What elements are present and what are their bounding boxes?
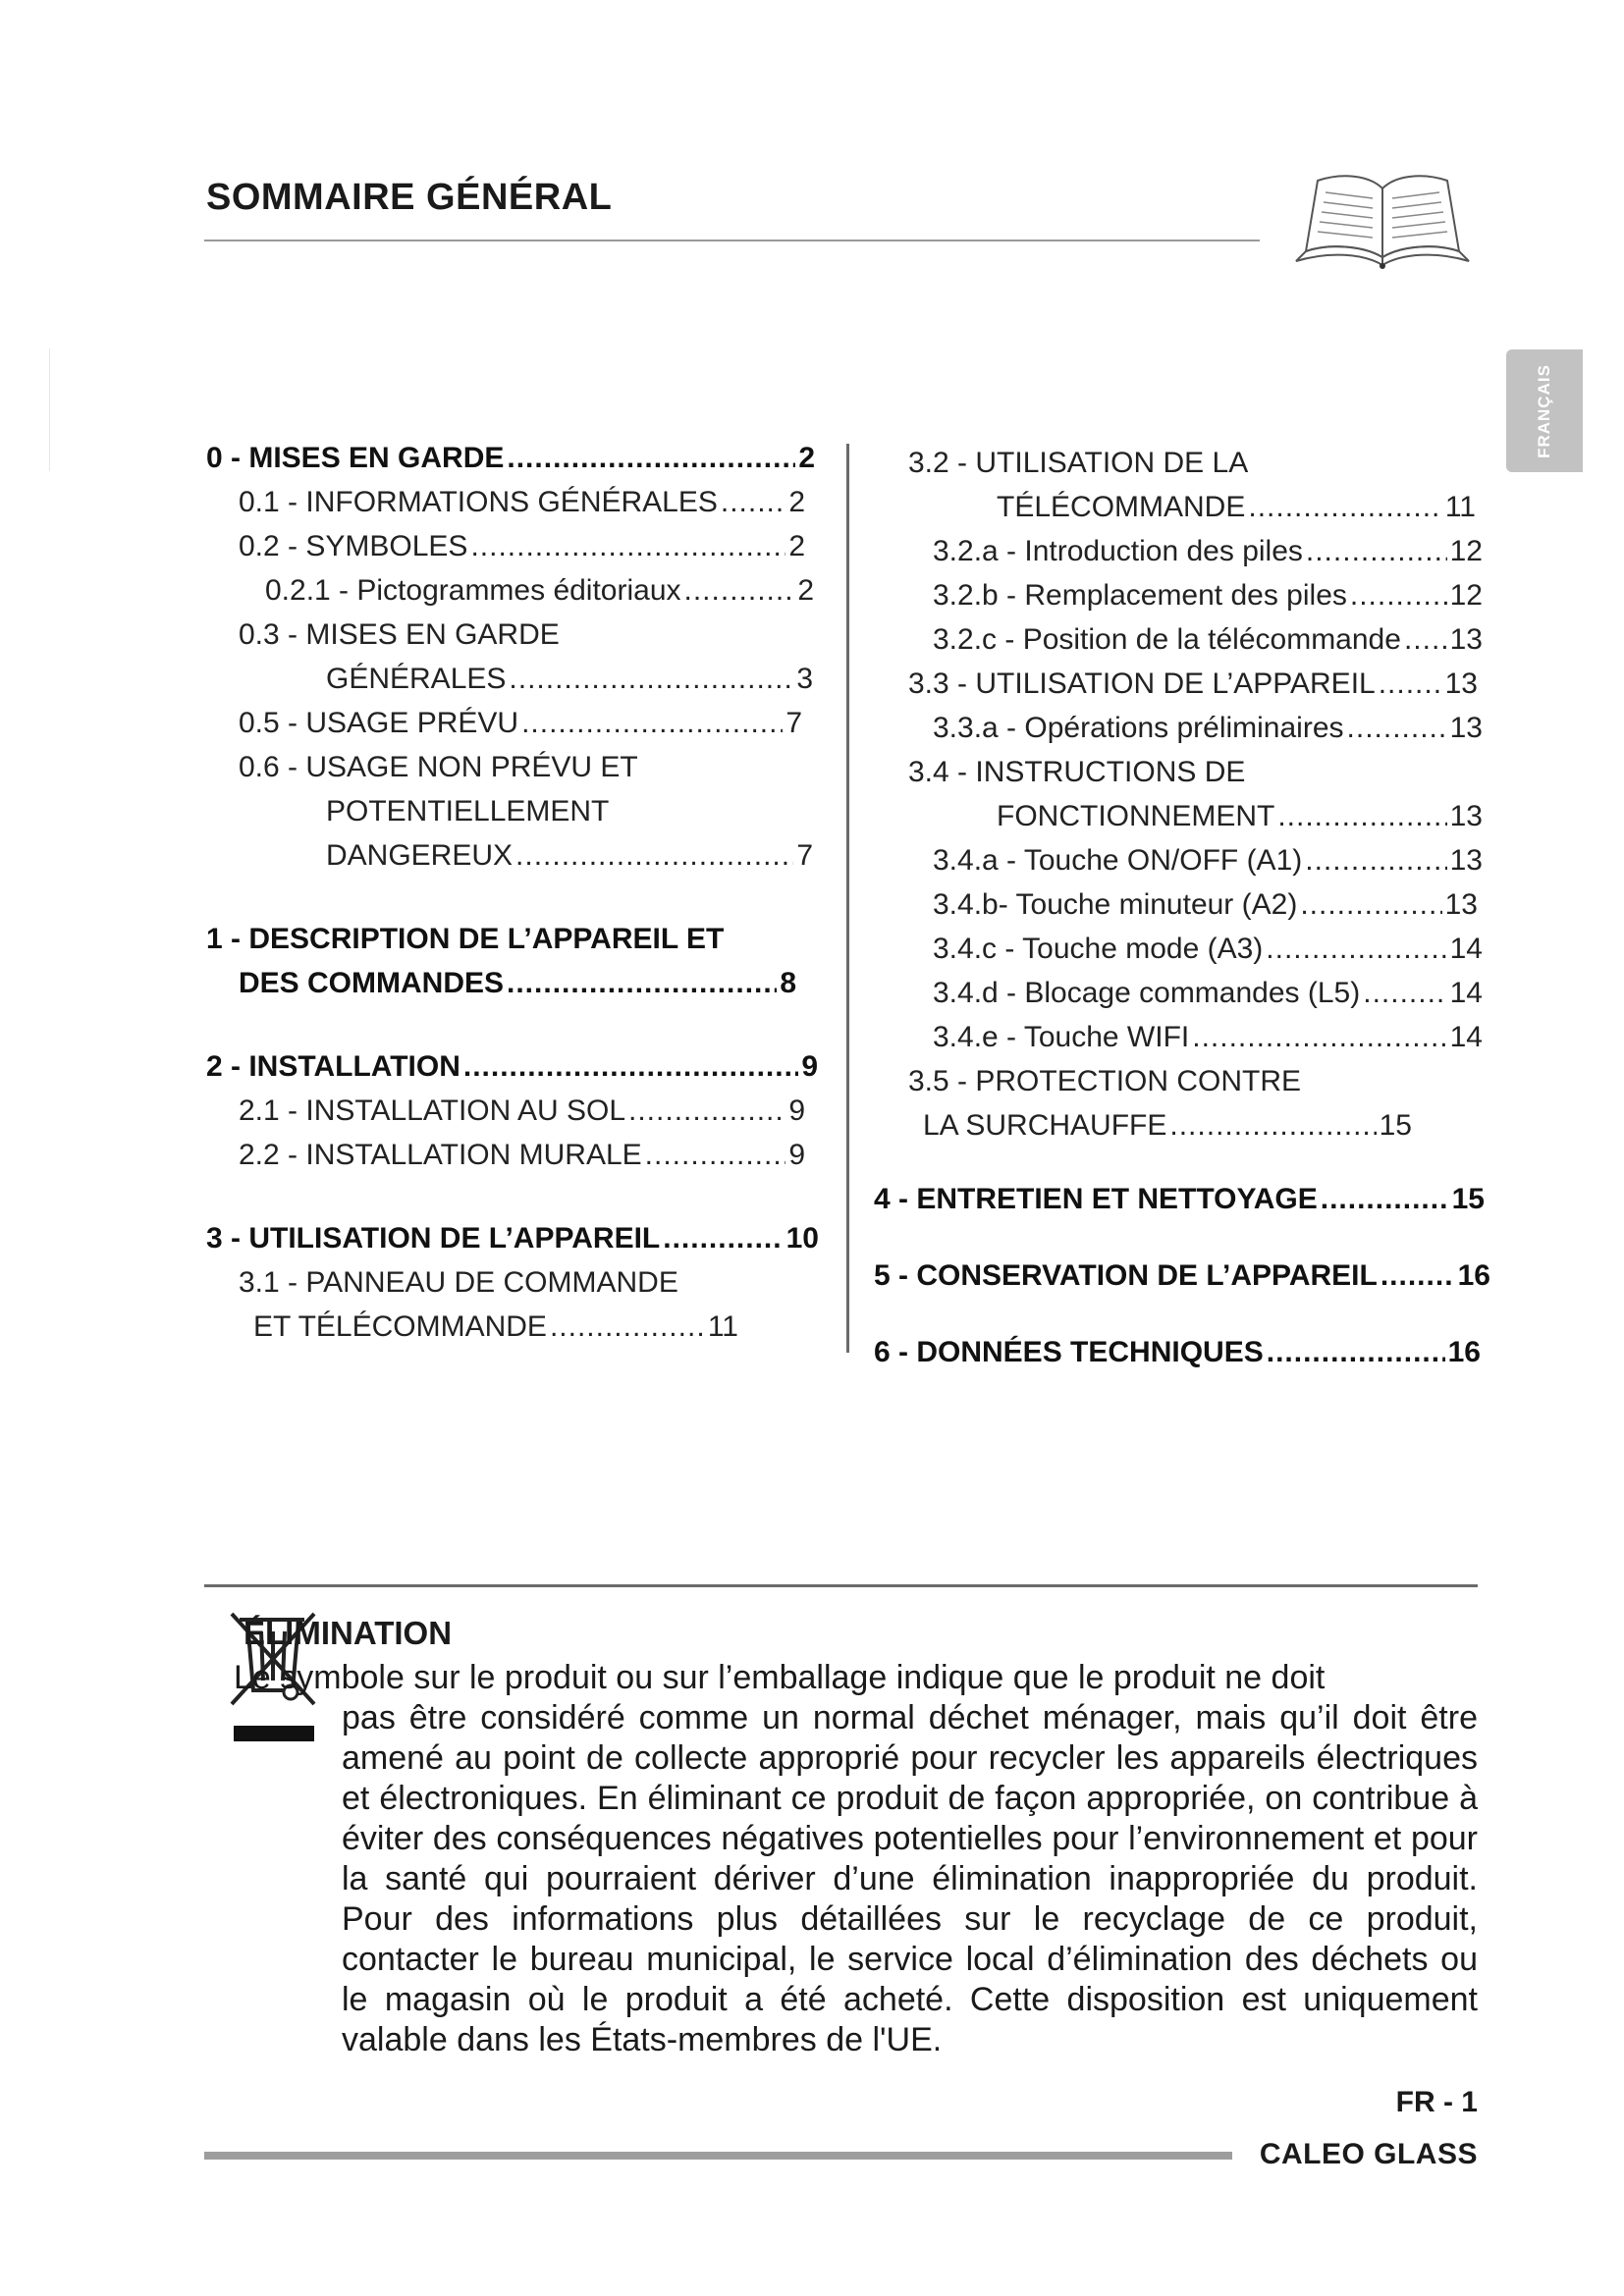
toc-entry-page: 3 [796, 663, 813, 695]
toc-dot-leader [645, 1136, 786, 1175]
toc-right-entry [933, 1018, 1483, 1057]
toc-dot-leader [521, 704, 783, 743]
toc-dot-leader [550, 1308, 705, 1347]
toc-left-entry [239, 748, 638, 787]
toc-dot-leader [470, 527, 785, 566]
toc-dot-leader [1380, 1256, 1455, 1296]
toc-dot-leader [1404, 620, 1447, 660]
toc-entry-title: 3.3.a - Opérations préliminaires [933, 712, 1344, 744]
toc-entry-page: 2 [797, 574, 814, 607]
toc-entry-title: 0.5 - USAGE PRÉVU [239, 707, 519, 739]
toc-right-entry [997, 488, 1476, 527]
toc-entry-page: 11 [707, 1310, 738, 1343]
elimination-divider [204, 1584, 1478, 1587]
toc-entry-title: 3.4.d - Blocage commandes (L5) [933, 977, 1361, 1009]
toc-right-entry [923, 1106, 1412, 1146]
toc-entry-title: 3.2 - UTILISATION DE LA [908, 447, 1249, 479]
toc-entry-page: 14 [1449, 933, 1483, 965]
toc-dot-leader [663, 1219, 783, 1258]
toc-dot-leader [721, 483, 785, 522]
toc-entry-title: 3.4 - INSTRUCTIONS DE [908, 756, 1246, 788]
elimination-title: ÉLIMINATION [244, 1615, 453, 1651]
toc-entry-title: 3.2.b - Remplacement des piles [933, 579, 1347, 612]
toc-dot-leader [1277, 797, 1446, 836]
toc-entry-page: 10 [785, 1222, 819, 1255]
toc-left-entry [265, 571, 814, 611]
toc-entry-title: 0.3 - MISES EN GARDE [239, 618, 560, 651]
toc-entry-title: DES COMMANDES [239, 967, 505, 999]
toc-right-entry [908, 753, 1245, 792]
open-book-icon [1284, 167, 1481, 271]
toc-left-entry [239, 483, 805, 522]
toc-entry-title: TÉLÉCOMMANDE [997, 491, 1246, 523]
toc-entry-page: 14 [1449, 1021, 1483, 1053]
toc-entry-page: 15 [1379, 1109, 1412, 1142]
toc-entry-title: 3.5 - PROTECTION CONTRE [908, 1065, 1302, 1097]
toc-right-entry [908, 444, 1248, 483]
toc-right-entry [933, 576, 1483, 615]
toc-dot-leader [463, 1047, 798, 1087]
toc-entry-page: 13 [1449, 800, 1483, 832]
elimination-text-first-line: Le symbole sur le produit ou sur l’emballage indique que le produit ne doit [234, 1659, 1326, 1696]
toc-left-entry [326, 836, 813, 876]
toc-right-entry [874, 1180, 1485, 1219]
toc-entry-title: 3.1 - PANNEAU DE COMMANDE [239, 1266, 678, 1299]
toc-entry-page: 9 [801, 1050, 818, 1083]
toc-dot-leader [1379, 665, 1442, 704]
toc-dot-leader [684, 571, 795, 611]
toc-entry-title: DANGEREUX [326, 839, 514, 872]
toc-entry-page: 14 [1449, 977, 1483, 1009]
toc-entry-title: FONCTIONNEMENT [997, 800, 1275, 832]
toc-entry-title: 3.4.e - Touche WIFI [933, 1021, 1190, 1053]
toc-entry-title: 6 - DONNÉES TECHNIQUES [874, 1336, 1264, 1368]
toc-entry-page: 8 [780, 967, 796, 999]
toc-entry-title: ET TÉLÉCOMMANDE [253, 1310, 547, 1343]
toc-entry-title: 3.2.a - Introduction des piles [933, 535, 1303, 567]
toc-entry-title: 0 - MISES EN GARDE [206, 442, 505, 474]
title-divider [204, 240, 1260, 241]
toc-dot-leader [1300, 885, 1441, 925]
toc-dot-leader [515, 836, 793, 876]
language-tab [1506, 349, 1583, 472]
toc-left-entry [239, 1092, 805, 1131]
toc-left-entry [206, 439, 815, 478]
toc-entry-page: 11 [1444, 491, 1476, 523]
toc-dot-leader [1169, 1106, 1376, 1146]
toc-dot-leader [1305, 841, 1446, 881]
toc-dot-leader [1321, 1180, 1449, 1219]
toc-entry-title: 0.2 - SYMBOLES [239, 530, 468, 562]
toc-entry-title: 3.4.b- Touche minuteur (A2) [933, 888, 1298, 921]
toc-entry-page: 12 [1449, 535, 1483, 567]
toc-entry-title: 0.6 - USAGE NON PRÉVU ET [239, 751, 638, 783]
toc-dot-leader [1350, 576, 1447, 615]
toc-entry-title: 2.1 - INSTALLATION AU SOL [239, 1095, 626, 1127]
footer-divider [204, 2152, 1232, 2160]
toc-left-entry [206, 1219, 819, 1258]
toc-entry-page: 13 [1444, 667, 1478, 700]
toc-left-entry [326, 660, 813, 699]
toc-entry-page: 13 [1449, 844, 1483, 877]
toc-entry-page: 2 [788, 486, 805, 518]
toc-dot-leader [507, 439, 795, 478]
toc-dot-leader [1248, 488, 1441, 527]
toc-entry-title: 1 - DESCRIPTION DE L’APPAREIL ET [206, 923, 725, 955]
toc-dot-leader [1306, 532, 1447, 571]
toc-column-divider [846, 444, 849, 1353]
toc-entry-title: 3 - UTILISATION DE L’APPAREIL [206, 1222, 661, 1255]
toc-entry-page: 9 [788, 1139, 805, 1171]
elimination-text: pas être considéré comme un normal déchet ménager, mais qu’il doit être amené au point de collecte approprié pour recycler les appareils électriques et électroniques. En éliminant ce produit de façon appropriée, on contribue à éviter des conséquences négatives potentielles pour l’environnement et pour la santé qui pourraient dériver d’une élimination inappropriée du produit. Pour des informations plus détaillées sur le recyclage de ce produit, contacter le bureau municipal, le service local d’élimination des déchets ou le magasin où le produit a été acheté. Cette disposition est uniquement valable dans les États-membres de l'UE. [342, 1699, 1478, 2058]
toc-dot-leader [509, 660, 793, 699]
toc-entry-title: POTENTIELLEMENT [326, 795, 610, 828]
toc-left-entry [239, 964, 796, 1003]
toc-entry-title: LA SURCHAUFFE [923, 1109, 1167, 1142]
toc-entry-page: 13 [1444, 888, 1478, 921]
toc-entry-page: 2 [788, 530, 805, 562]
toc-left-entry [326, 792, 609, 831]
page-title: SOMMAIRE GÉNÉRAL [206, 177, 613, 218]
toc-right-entry [933, 841, 1483, 881]
toc-entry-page: 2 [798, 442, 815, 474]
language-tab-label: FRANÇAIS [1535, 363, 1553, 458]
toc-dot-leader [1363, 974, 1446, 1013]
toc-entry-title: 0.1 - INFORMATIONS GÉNÉRALES [239, 486, 718, 518]
toc-entry-page: 12 [1449, 579, 1483, 612]
toc-dot-leader [1192, 1018, 1446, 1057]
toc-entry-page: 7 [796, 839, 813, 872]
toc-entry-title: GÉNÉRALES [326, 663, 507, 695]
toc-dot-leader [1267, 1333, 1445, 1372]
toc-left-entry [206, 920, 724, 959]
toc-left-entry [206, 1047, 818, 1087]
toc-left-entry [253, 1308, 738, 1347]
margin-line [49, 348, 50, 471]
toc-dot-leader [628, 1092, 785, 1131]
toc-right-entry [874, 1256, 1490, 1296]
toc-left-entry [239, 1263, 678, 1303]
toc-left-entry [239, 704, 802, 743]
toc-right-entry [933, 709, 1483, 748]
toc-entry-page: 9 [788, 1095, 805, 1127]
toc-entry-title: 3.3 - UTILISATION DE L’APPAREIL [908, 667, 1376, 700]
toc-entry-page: 13 [1449, 623, 1483, 656]
toc-entry-title: 3.4.c - Touche mode (A3) [933, 933, 1264, 965]
toc-right-entry [933, 532, 1483, 571]
toc-entry-title: 2.2 - INSTALLATION MURALE [239, 1139, 642, 1171]
toc-dot-leader [1347, 709, 1447, 748]
toc-right-entry [908, 1062, 1301, 1101]
toc-left-entry [239, 527, 805, 566]
toc-entry-page: 16 [1457, 1259, 1490, 1292]
toc-left-entry [239, 615, 560, 655]
toc-entry-title: 0.2.1 - Pictogrammes éditoriaux [265, 574, 681, 607]
toc-dot-leader [507, 964, 777, 1003]
toc-right-entry [933, 930, 1483, 969]
toc-entry-title: 3.4.a - Touche ON/OFF (A1) [933, 844, 1303, 877]
toc-entry-title: 2 - INSTALLATION [206, 1050, 460, 1083]
toc-entry-page: 7 [785, 707, 802, 739]
toc-right-entry [997, 797, 1483, 836]
toc-dot-leader [1266, 930, 1446, 969]
toc-entry-page: 15 [1451, 1183, 1485, 1215]
toc-right-entry [933, 620, 1483, 660]
toc-entry-title: 5 - CONSERVATION DE L’APPAREIL [874, 1259, 1378, 1292]
toc-entry-title: 4 - ENTRETIEN ET NETTOYAGE [874, 1183, 1318, 1215]
toc-entry-page: 13 [1449, 712, 1483, 744]
product-name: CALEO GLASS [1259, 2138, 1478, 2170]
toc-right-entry [933, 974, 1483, 1013]
toc-right-entry [933, 885, 1478, 925]
toc-entry-title: 3.2.c - Position de la télécommande [933, 623, 1401, 656]
page-number: FR - 1 [1395, 2086, 1478, 2118]
toc-right-entry [874, 1333, 1481, 1372]
toc-left-entry [239, 1136, 805, 1175]
toc-entry-page: 16 [1447, 1336, 1481, 1368]
toc-right-entry [908, 665, 1478, 704]
